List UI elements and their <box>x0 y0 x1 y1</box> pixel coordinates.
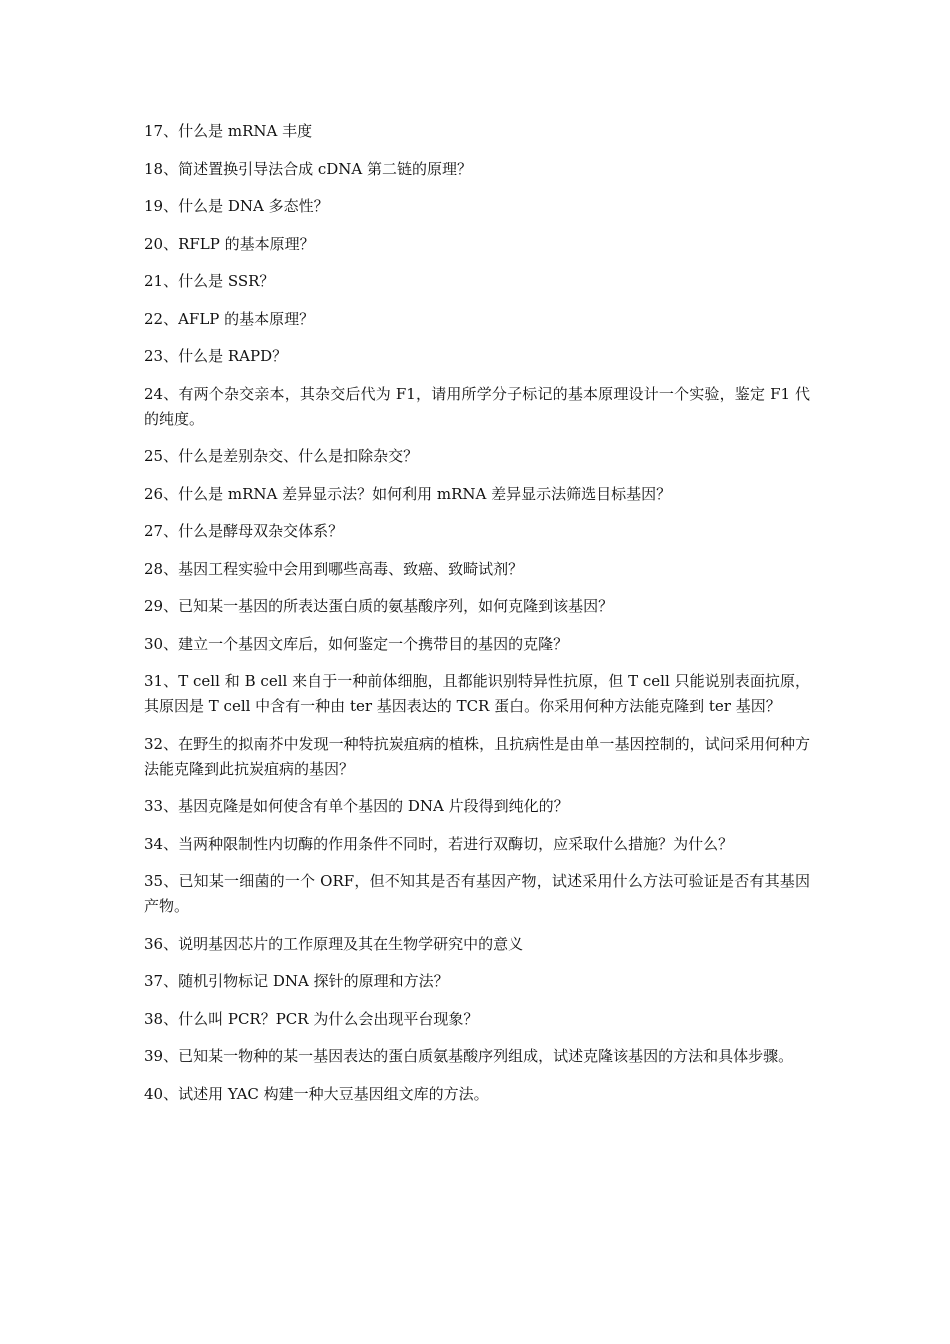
question-30: 30、建立一个基因文库后，如何鉴定一个携带目的基因的克隆？ <box>144 634 569 653</box>
question-37: 37、随机引物标记 DNA 探针的原理和方法？ <box>144 972 449 990</box>
question-38: 38、什么叫 PCR？PCR 为什么会出现平台现象？ <box>144 1009 479 1028</box>
question-27: 27、什么是酵母双杂交体系？ <box>144 522 344 540</box>
question-17: 17、什么是 mRNA 丰度 <box>144 122 313 140</box>
question-21: 21、什么是 SSR？ <box>144 272 275 290</box>
question-33: 33、基因克隆是如何使含有单个基因的 DNA 片段得到纯化的？ <box>144 797 569 815</box>
question-32: 32、在野生的拟南芥中发现一种特抗炭疽病的植株，且抗病性是由单一基因控制的，试问采用何种方法能克隆到此抗炭疽病的基因？ <box>144 734 810 778</box>
question-36: 36、说明基因芯片的工作原理及其在生物学研究中的意义 <box>144 934 524 953</box>
question-23: 23、什么是 RAPD？ <box>144 347 288 365</box>
question-19: 19、什么是 DNA 多态性？ <box>144 197 329 215</box>
question-20: 20、RFLP 的基本原理？ <box>144 234 315 253</box>
question-22: 22、AFLP 的基本原理？ <box>144 309 315 328</box>
question-18: 18、简述置换引导法合成 cDNA 第二链的原理？ <box>144 159 473 178</box>
question-list <box>144 119 810 1119</box>
question-28: 28、基因工程实验中会用到哪些高毒、致癌、致畸试剂？ <box>144 559 524 578</box>
question-35: 35、已知某一细菌的一个 ORF，但不知其是否有基因产物，试述采用什么方法可验证是否有其基因产物。 <box>144 872 810 915</box>
question-26: 26、什么是 mRNA 差异显示法？如何利用 mRNA 差异显示法筛选目标基因？ <box>144 484 672 503</box>
question-25: 25、什么是差别杂交、什么是扣除杂交？ <box>144 447 419 465</box>
question-24: 24、有两个杂交亲本，其杂交后代为 F1，请用所学分子标记的基本原理设计一个实验，鉴定 F1 代的纯度。 <box>144 384 810 428</box>
question-31: 31、T cell 和 B cell 来自于一种前体细胞，且都能识别特异性抗原，但 T cell 只能说别表面抗原，其原因是 T cell 中含有一种由 ter 基因表达的 TCR 蛋白。你采用何种方法能克隆到 ter 基因？ <box>144 672 810 715</box>
question-34: 34、当两种限制性内切酶的作用条件不同时，若进行双酶切，应采取什么措施？为什么？ <box>144 834 734 853</box>
question-29: 29、已知某一基因的所表达蛋白质的氨基酸序列，如何克隆到该基因？ <box>144 597 614 615</box>
question-40: 40、试述用 YAC 构建一种大豆基因组文库的方法。 <box>144 1084 489 1103</box>
question-39: 39、已知某一物种的某一基因表达的蛋白质氨基酸序列组成，试述克隆该基因的方法和具体步骤。 <box>144 1047 794 1065</box>
